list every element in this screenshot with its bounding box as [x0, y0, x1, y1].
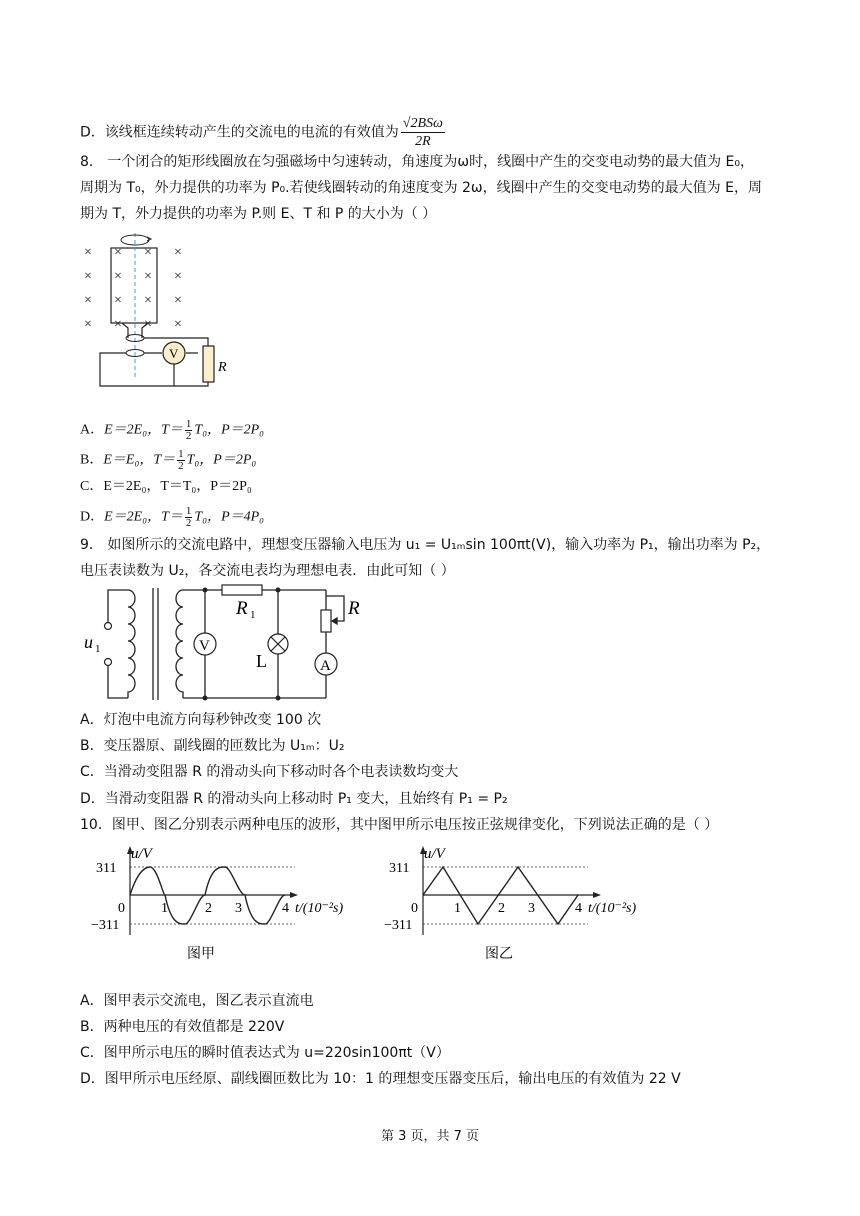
q8-option-b: B．E＝E₀，T＝ $\frac{1}{2}$ T₀，P＝2P₀ — [80, 448, 257, 472]
q7-option-d: D．该线框连续转动产生的交流电的电流的有效值为 √2BSω 2R — [80, 116, 443, 149]
q8-option-c: C．E＝2E₀，T＝T₀，P＝2P₀ — [80, 479, 252, 494]
svg-text:t/(10⁻²s): t/(10⁻²s) — [588, 901, 637, 916]
svg-text:−311: −311 — [91, 918, 120, 933]
fraction-half: $\frac{1}{2}$ — [185, 505, 192, 529]
svg-text:A: A — [320, 658, 331, 674]
svg-text:×: × — [144, 317, 152, 332]
q9-option-b: B．变压器原、副线圈的匝数比为 U₁ₘ：U₂ — [80, 738, 345, 754]
q8-stem-line1: 8． 一个闭合的矩形线圈放在匀强磁场中匀速转动，角速度为ω时，线圈中产生的交变电动势的最大值为 E₀， — [80, 154, 754, 170]
svg-text:1: 1 — [454, 901, 461, 916]
q10-option-a: A．图甲表示交流电，图乙表示直流电 — [80, 993, 314, 1009]
svg-text:−311: −311 — [384, 918, 413, 933]
svg-text:1: 1 — [250, 609, 256, 621]
resistor-r1-label: R — [236, 598, 248, 619]
svg-text:×: × — [84, 317, 92, 332]
voltmeter-label: V — [169, 346, 179, 361]
svg-text:u/V: u/V — [424, 846, 445, 862]
q9-stem-line2: 电压表读数为 U₂，各交流电表均为理想电表．由此可知（ ） — [80, 563, 455, 579]
svg-text:×: × — [114, 317, 122, 332]
svg-text:3: 3 — [528, 901, 535, 916]
svg-text:4: 4 — [282, 901, 289, 916]
q8-option-a: A．E＝2E₀，T＝ $\frac{1}{2}$ T₀，P＝2P₀ — [80, 418, 265, 442]
svg-text:3: 3 — [235, 901, 242, 916]
svg-text:×: × — [114, 269, 122, 284]
svg-text:×: × — [84, 293, 92, 308]
svg-text:1: 1 — [161, 901, 168, 916]
svg-text:311: 311 — [389, 861, 410, 876]
graph-b-triangle — [378, 840, 678, 970]
caption-jia: 图甲 — [187, 947, 215, 962]
svg-text:×: × — [144, 269, 152, 284]
svg-text:×: × — [84, 245, 92, 260]
svg-text:×: × — [174, 293, 182, 308]
svg-text:4: 4 — [575, 901, 582, 916]
q9-transformer-circuit — [78, 584, 378, 706]
svg-text:×: × — [174, 269, 182, 284]
svg-text:u/V: u/V — [131, 846, 152, 862]
svg-text:V: V — [199, 638, 210, 654]
svg-text:0: 0 — [411, 901, 418, 916]
fraction-half: $\frac{1}{2}$ — [185, 418, 192, 442]
svg-text:×: × — [84, 269, 92, 284]
fraction-half: $\frac{1}{2}$ — [178, 448, 184, 472]
input-voltage-label: u — [84, 632, 93, 652]
caption-yi: 图乙 — [485, 947, 513, 962]
svg-text:2: 2 — [498, 901, 505, 916]
magnetic-field-crosses — [84, 245, 182, 332]
q10-option-b: B．两种电压的有效值都是 220V — [80, 1019, 285, 1035]
q9-stem-line1: 9． 如图所示的交流电路中，理想变压器输入电压为 u₁ = U₁ₘsin 100πt(V)，输入功率为 P₁，输出功率为 P₂， — [80, 537, 771, 553]
resistor-r1 — [222, 585, 262, 595]
svg-text:×: × — [144, 293, 152, 308]
svg-text:×: × — [114, 245, 122, 260]
page-footer: 第 3 页，共 7 页 — [380, 1129, 480, 1144]
rheostat-r — [321, 610, 331, 632]
q9-option-a: A．灯泡中电流方向每秒钟改变 100 次 — [80, 712, 322, 728]
svg-text:×: × — [174, 317, 182, 332]
resistor-label: R — [218, 360, 227, 375]
svg-text:t/(10⁻²s): t/(10⁻²s) — [295, 901, 344, 916]
lamp-label: L — [256, 651, 267, 671]
q10-option-d: D．图甲所示电压经原、副线圈匝数比为 10：1 的理想变压器变压后，输出电压的有效值为 22 V — [80, 1071, 681, 1087]
svg-text:×: × — [144, 245, 152, 260]
svg-text:1: 1 — [95, 643, 101, 655]
svg-text:×: × — [114, 293, 122, 308]
q7-fraction: √2BSω 2R — [402, 116, 443, 149]
svg-text:0: 0 — [118, 901, 125, 916]
q9-option-d: D．当滑动变阻器 R 的滑动头向上移动时 P₁ 变大，且始终有 P₁ = P₂ — [80, 791, 508, 807]
q8-option-d: D．E＝2E₀，T＝ $\frac{1}{2}$ T₀，P＝4P₀ — [80, 505, 265, 529]
svg-text:2: 2 — [205, 901, 212, 916]
q9-option-c: C．当滑动变阻器 R 的滑动头向下移动时各个电表读数均变大 — [80, 764, 459, 780]
q10-stem: 10．图甲、图乙分别表示两种电压的波形，其中图甲所示电压按正弦规律变化，下列说法正确的是（ ） — [80, 817, 719, 833]
resistor-r — [203, 346, 214, 382]
q8-coil-figure — [78, 228, 248, 393]
q10-option-c: C．图甲所示电压的瞬时值表达式为 u=220sin100πt（V） — [80, 1045, 450, 1061]
graph-a-sine — [85, 840, 375, 970]
rheostat-label: R — [348, 598, 360, 619]
q8-stem-line3: 期为 T，外力提供的功率为 P.则 E、T 和 P 的大小为（ ） — [80, 206, 437, 222]
q8-stem-line2: 周期为 T₀，外力提供的功率为 P₀.若使线圈转动的角速度变为 2ω，线圈中产生的交变电动势的最大值为 E，周 — [80, 180, 762, 196]
svg-text:×: × — [174, 245, 182, 260]
svg-text:311: 311 — [96, 861, 117, 876]
